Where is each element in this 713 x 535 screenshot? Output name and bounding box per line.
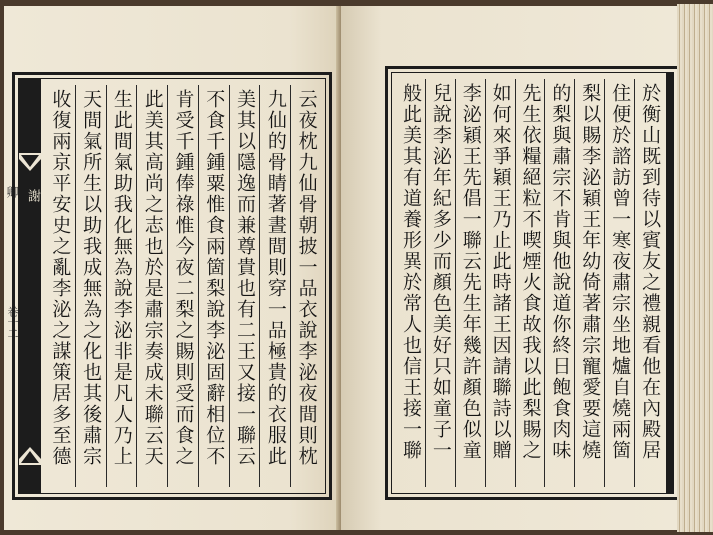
text-column: 美其以隱逸而兼尊貴也有二王又接一聯云 (229, 85, 260, 487)
text-column: 於衡山既到待以賓友之禮親看他在內殿居 (634, 79, 664, 487)
text-column: 收復兩京平安史之亂李泌之謀策居多至德 (49, 89, 72, 467)
left-page (4, 6, 341, 530)
text-column: 李泌穎王先倡一聯云先生年幾許顏色似童 (455, 79, 485, 487)
left-inner-rule (18, 78, 326, 494)
page-edges (677, 4, 713, 532)
text-column: 云夜枕九仙骨朝披一品衣說李泌夜間則枕 (290, 85, 321, 487)
text-column: 生此間氣助我化無為說李泌非是凡人乃上 (106, 85, 137, 487)
text-column: 梨以賜李泌穎王年幼倚著肅宗寵愛要這燒 (574, 79, 604, 487)
text-column: 此美其高尚之志也於是肅宗奏成未聯云天 (136, 85, 167, 487)
fish-tail-icon (19, 447, 41, 465)
text-column: 九仙的骨睛著晝間則穿一品極貴的衣服此 (259, 85, 290, 487)
right-inner-rule (391, 72, 674, 494)
text-column: 天間氣所生以助我成無為之化也其後肅宗 (75, 85, 106, 487)
text-column: 不食千鍾粟惟食兩箇梨說李泌固辭相位不 (198, 85, 229, 487)
text-column: 肯受千鍾俸祿惟今夜二梨之賜則受而食之 (167, 85, 198, 487)
text-column: 兒說李泌年紀多少而顏色美好只如童子一 (425, 79, 455, 487)
left-margin-label-2: 卷十二 (6, 306, 19, 339)
band-label: 謝 (25, 189, 40, 202)
left-text-frame (12, 72, 332, 500)
right-text-frame (385, 66, 677, 500)
text-column: 的梨與肅宗不肯與他說道你終日飽食肉味 (544, 79, 574, 487)
text-column: 如何來爭穎王乃止此時諸王因請聯詩以贈 (485, 79, 515, 487)
fish-tail-icon (19, 153, 41, 171)
left-margin-label: 卿 (5, 186, 19, 198)
right-page (341, 6, 677, 530)
text-column: 般此美其有道養形異於常人也信王接一聯 (399, 83, 422, 461)
right-columns (396, 79, 664, 487)
text-column: 住便於諮訪曾一寒夜肅宗坐地爐自燒兩箇 (604, 79, 634, 487)
text-column: 先生依糧絕粒不喫煙火食故我以此梨賜之 (515, 79, 545, 487)
left-center-band (19, 79, 41, 493)
left-columns (45, 85, 321, 487)
right-center-band (666, 73, 674, 493)
